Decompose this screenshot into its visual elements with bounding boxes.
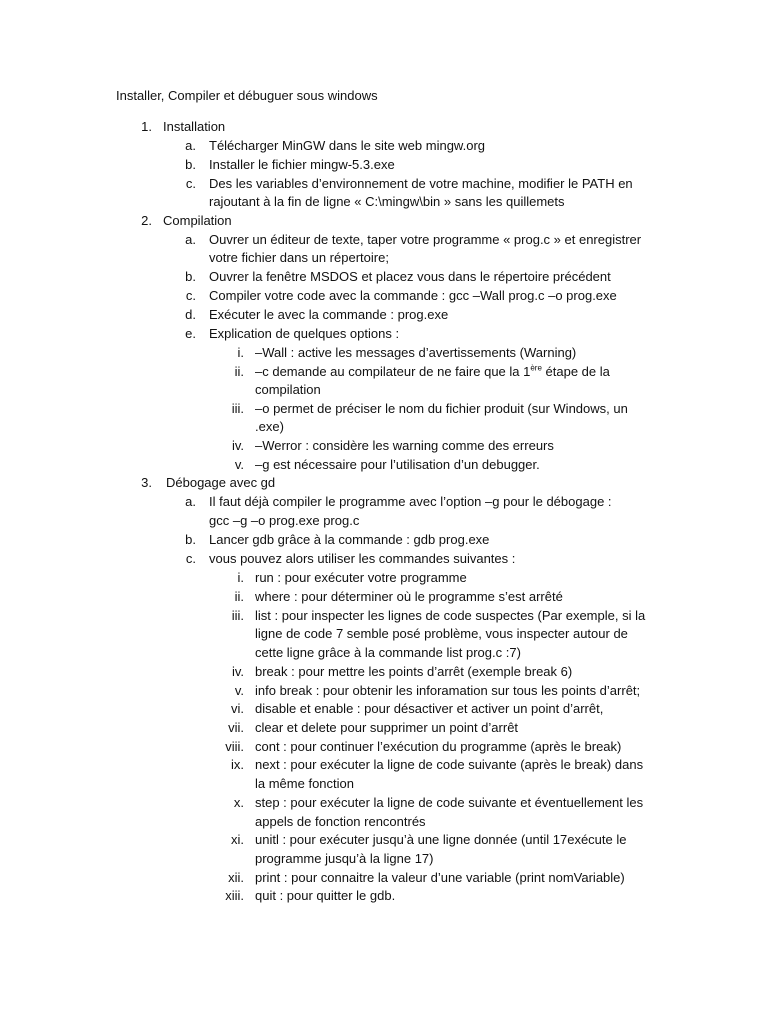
subitem-text: info break : pour obtenir les inforamation sur tous les points d’arrêt; — [255, 683, 641, 698]
subitem-text-part: –c demande au compilateur de ne faire que la 1 — [255, 364, 531, 379]
subitem-marker: i. — [237, 570, 244, 585]
subitem-text: ligne de code 7 semble posé problème, vous inspecter autour de — [255, 626, 628, 641]
subitem-marker: vi. — [231, 701, 244, 716]
subitem-text: where : pour déterminer où le programme s’est arrêté — [255, 589, 563, 604]
item-marker: c. — [185, 551, 196, 566]
list-item-text: Ouvrer un éditeur de texte, taper votre programme « prog.c » et enregistrer — [209, 232, 642, 247]
superscript: ère — [530, 363, 542, 373]
item-marker: b. — [185, 532, 196, 547]
item-marker: c. — [185, 288, 196, 303]
item-marker: c. — [185, 176, 196, 191]
subitem-marker: iv. — [231, 438, 244, 453]
subitem-text: compilation — [255, 382, 321, 397]
section-marker: 2. — [141, 213, 152, 228]
subitem-marker: i. — [237, 345, 244, 360]
subitem-marker: ii. — [234, 589, 244, 604]
subitem-text: clear et delete pour supprimer un point d’arrêt — [255, 720, 519, 735]
subitem-marker: iii. — [231, 608, 244, 623]
subitem-text: print : pour connaitre la valeur d’une variable (print nomVariable) — [255, 870, 625, 885]
subitem-marker: v. — [234, 683, 244, 698]
subitem-text: step : pour exécuter la ligne de code suivante et éventuellement les — [255, 795, 644, 810]
item-marker: a. — [185, 494, 196, 509]
subitem-text: unitl : pour exécuter jusqu’à une ligne donnée (until 17exécute le — [255, 832, 627, 847]
item-marker: b. — [185, 269, 196, 284]
section-marker: 3. — [141, 475, 152, 490]
subitem-text: run : pour exécuter votre programme — [255, 570, 467, 585]
subitem-text: .exe) — [255, 419, 284, 434]
subitem-marker: xi. — [231, 832, 244, 847]
subitem-marker: v. — [234, 457, 244, 472]
item-marker: a. — [185, 232, 196, 247]
list-item-text: votre fichier dans un répertoire; — [209, 250, 389, 265]
item-marker: e. — [185, 326, 196, 341]
item-marker: a. — [185, 138, 196, 153]
subitem-marker: xii. — [228, 870, 244, 885]
list-item-text: Ouvrer la fenêtre MSDOS et placez vous dans le répertoire précédent — [209, 269, 611, 284]
list-item-text: Explication de quelques options : — [209, 326, 400, 341]
subitem-marker: x. — [233, 795, 244, 810]
section-heading-debogage: Débogage avec gd — [166, 475, 276, 490]
subitem-text: break : pour mettre les points d’arrêt (exemple break 6) — [255, 664, 573, 679]
list-item-text: Exécuter le avec la commande : prog.exe — [209, 307, 449, 322]
subitem-text: –o permet de préciser le nom du fichier produit (sur Windows, un — [255, 401, 628, 416]
subitem-text: next : pour exécuter la ligne de code suivante (après le break) dans — [255, 757, 644, 772]
subitem-marker: ii. — [234, 364, 244, 379]
subitem-text: –Wall : active les messages d’avertissements (Warning) — [255, 345, 577, 360]
list-item-text: gcc –g –o prog.exe prog.c — [209, 513, 360, 528]
subitem-text: disable et enable : pour désactiver et activer un point d’arrêt, — [255, 701, 604, 716]
subitem-marker: vii. — [228, 720, 244, 735]
subitem-text: –Werror : considère les warning comme des erreurs — [255, 438, 554, 453]
list-item-text: Lancer gdb grâce à la commande : gdb prog.exe — [209, 532, 490, 547]
section-marker: 1. — [141, 119, 152, 134]
list-item-text: rajoutant à la fin de ligne « C:\mingw\bin » sans les quillemets — [209, 194, 565, 209]
subitem-text: programme jusqu’à la ligne 17) — [255, 851, 434, 866]
subitem-text-part: étape de la — [541, 364, 610, 379]
list-item-text: vous pouvez alors utiliser les commandes suivantes : — [209, 551, 516, 566]
section-heading-compilation: Compilation — [163, 213, 232, 228]
list-item-text: Télécharger MinGW dans le site web mingw.org — [209, 138, 486, 153]
list-item-text: Compiler votre code avec la commande : gcc –Wall prog.c –o prog.exe — [209, 288, 617, 303]
subitem-text: appels de fonction rencontrés — [255, 814, 426, 829]
subitem-text: list : pour inspecter les lignes de code suspectes (Par exemple, si la — [255, 608, 646, 623]
subitem-text: la même fonction — [255, 776, 354, 791]
subitem-text: cette ligne grâce à la commande list prog.c :7) — [255, 645, 521, 660]
list-item-text: Installer le fichier mingw-5.3.exe — [209, 157, 395, 172]
subitem-text: quit : pour quitter le gdb. — [255, 888, 396, 903]
document-title: Installer, Compiler et débuguer sous windows — [116, 88, 378, 103]
section-heading-installation: Installation — [163, 119, 226, 134]
subitem-text: –g est nécessaire pour l’utilisation d’un debugger. — [255, 457, 540, 472]
subitem-marker: ix. — [231, 757, 244, 772]
list-item-text: Des les variables d’environnement de votre machine, modifier le PATH en — [209, 176, 633, 191]
subitem-text: cont : pour continuer l’exécution du programme (après le break) — [255, 739, 622, 754]
subitem-marker: iv. — [231, 664, 244, 679]
item-marker: b. — [185, 157, 196, 172]
item-marker: d. — [185, 307, 196, 322]
subitem-marker: iii. — [231, 401, 244, 416]
subitem-marker: xiii. — [225, 888, 244, 903]
list-item-text: Il faut déjà compiler le programme avec l’option –g pour le débogage : — [209, 494, 612, 509]
subitem-text — [255, 364, 610, 380]
subitem-marker: viii. — [225, 739, 244, 754]
